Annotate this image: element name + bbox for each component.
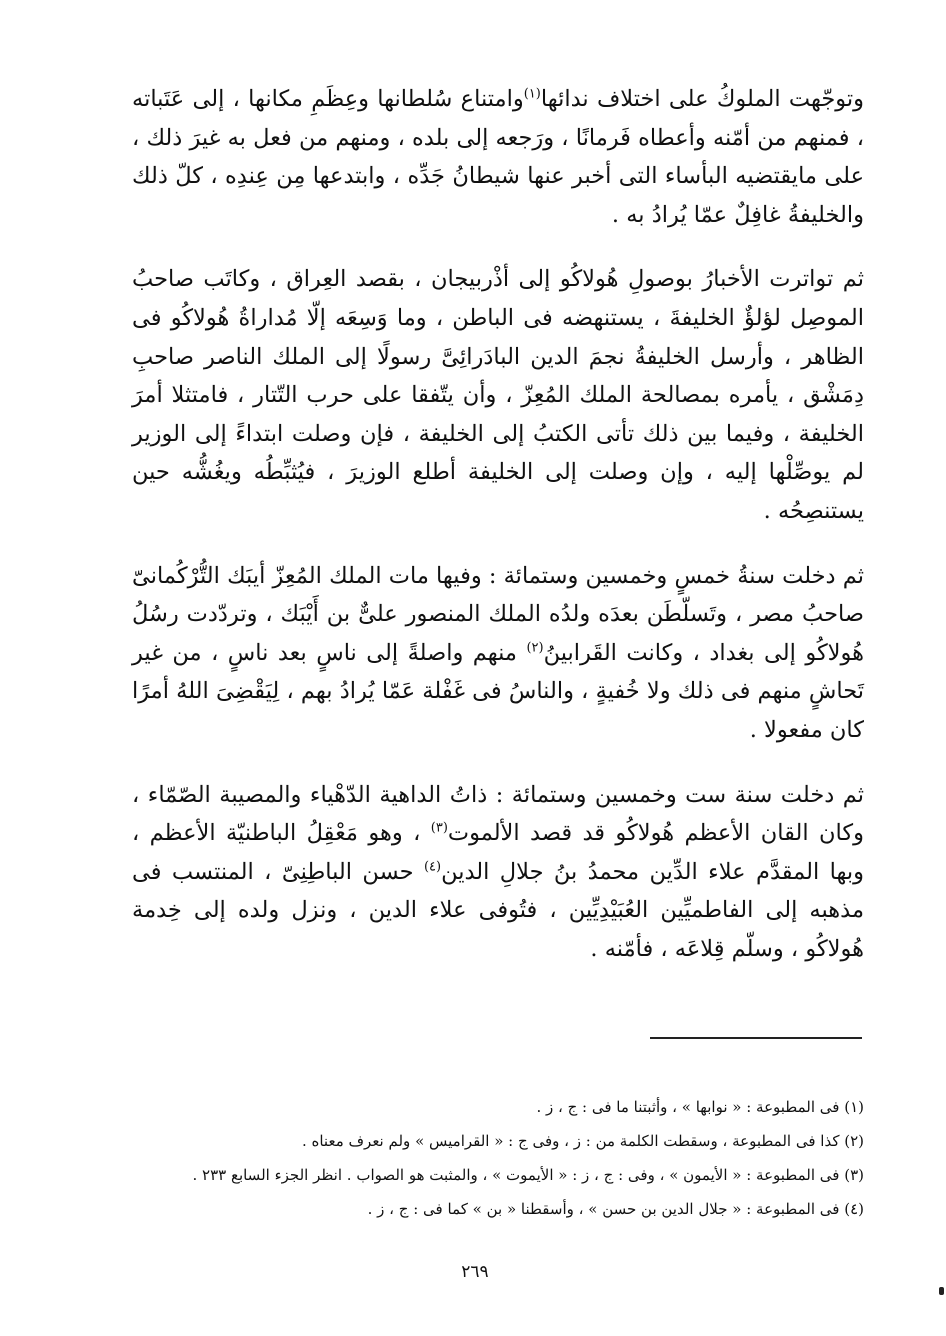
paragraph-1-text-b: وامتناع سُلطانها وعِظَمِ مكانها ، إلى عَتَباته ، فمنهم من أمّنه وأعطاه فَرمانًا ، ورَجعه إلى بلده ، ومنهم من فعل به غيرَ ذلك ، على مايقتضيه البأساء التى أخبر عنها شيطانُ جَدِّه ، وابتدعها مِن عِندِه ، كلّ ذلك والخليفةُ غافِلٌ عمّا يُرادُ به . [132, 86, 864, 228]
paragraph-3-text-b: منهم واصلةً إلى ناسٍ بعد ناسٍ ، من غير تَحاشٍ منهم فى ذلك ولا خُفيةٍ ، والناسُ فى غَفْلة عَمّا يُرادُ بهم ، لِيَقْضِىَ اللهُ أمرًا كان مفعولا . [132, 639, 864, 743]
footnote-1: (١) فى المطبوعة : « نوابها » ، وأثبتنا ما فى : ج ، ز . [536, 1098, 864, 1116]
paragraph-3 [132, 557, 864, 750]
main-text [132, 80, 864, 994]
paragraph-1-text-a: وتوجّهت الملوكُ على اختلاف ندائها [540, 86, 864, 112]
page-number: ٢٦٩ [461, 1262, 489, 1282]
footnotes [192, 1090, 864, 1226]
paragraph-1 [132, 80, 864, 234]
footnote-2: (٢) كذا فى المطبوعة ، وسقطت الكلمة من : ز ، وفى ج : « القراميس » ولم نعرف معناه . [301, 1132, 864, 1150]
footnote-3: (٣) فى المطبوعة : « الأيمون » ، وفى : ج ، ز : « الأيموت » ، والمثبت هو الصواب . انظر الجزء السابع ٢٣٣ . [192, 1166, 864, 1184]
paragraph-4 [132, 776, 864, 969]
footnote-separator [650, 1037, 862, 1039]
footnote-ref-2: (٢) [526, 640, 544, 656]
paragraph-4-text-c: حسن الباطِنِىّ ، المنتسب فى مذهبه إلى الفاطميِّين العُبَيْدِيِّين ، فتُوفى علاء الدين ، ونزل ولده إلى خِدمة هُولاكُو ، وسلّم قِلاعَه ، فأمّنه . [132, 858, 864, 962]
paragraph-2 [132, 260, 864, 530]
footnote-ref-3: (٣) [430, 820, 448, 836]
footnote-ref-4: (٤) [423, 859, 442, 875]
footnote-ref-1: (١) [523, 86, 541, 102]
paragraph-4-text-a: ثم دخلت سنة ست وخمسين وستمائة : ذاتُ الداهية الدّهْياء والمصيبة الصّمّاء ، وكان القان الأعظم هُولاكُو قد قصد الألموت [132, 781, 864, 847]
paragraph-3-text-a: ثم دخلت سنةُ خمسٍ وخمسين وستمائة : وفيها مات الملك المُعِزّ أيبَك التُّرْكُمانىّ صاحبُ مصر ، وتَسلّطَن بعدَه ولدُه الملك المنصور علىٌّ بن أَيْبَك ، وتردّدت رسُلُ هُولاكُو إلى بغداد ، وكانت القَرابينُ [132, 562, 865, 666]
paragraph-2-text: ثم تواترت الأخبارُ بوصولِ هُولاكُو إلى أذْربيجان ، بقصد العِراق ، وكاتَب صاحبُ الموصِل لؤلؤٌ الخليفةَ ، يستنهضه فى الباطن ، وما وَسِعَه إلّا مُداراةُ هُولاكُو فى الظاهر ، وأرسل الخليفةُ نجمَ الدين البادَرائِىَّ رسولًا إلى الملك الناصر صاحبِ دِمَشْق ، يأمره بمصالحة الملك المُعِزّ ، وأن يتّفقا على حرب التّتار ، فامتثلا أمرَ الخليفة ، وفيما بين ذلك تأتى الكتبُ إلى الخليفة ، فإن وصلت ابتداءً إلى الوزير لم يوصِّلْها إليه ، وإن وصلت إلى الخليفة أطلع الوزيرَ ، فيُثبِّطُه ويغُشُّه حين يستنصِحُه . [132, 266, 864, 524]
footnote-4: (٤) فى المطبوعة : « جلال الدين بن حسن » ، وأسقطنا « بن » كما فى : ج ، ز . [367, 1200, 864, 1218]
scan-edge-mark [939, 1287, 944, 1295]
paragraph-4-text-b: ، وهو مَعْقِلُ الباطنيّة الأعظم ، وبها المقدَّم علاء الدِّين محمدُ بنُ جلالِ الدين [132, 820, 865, 885]
